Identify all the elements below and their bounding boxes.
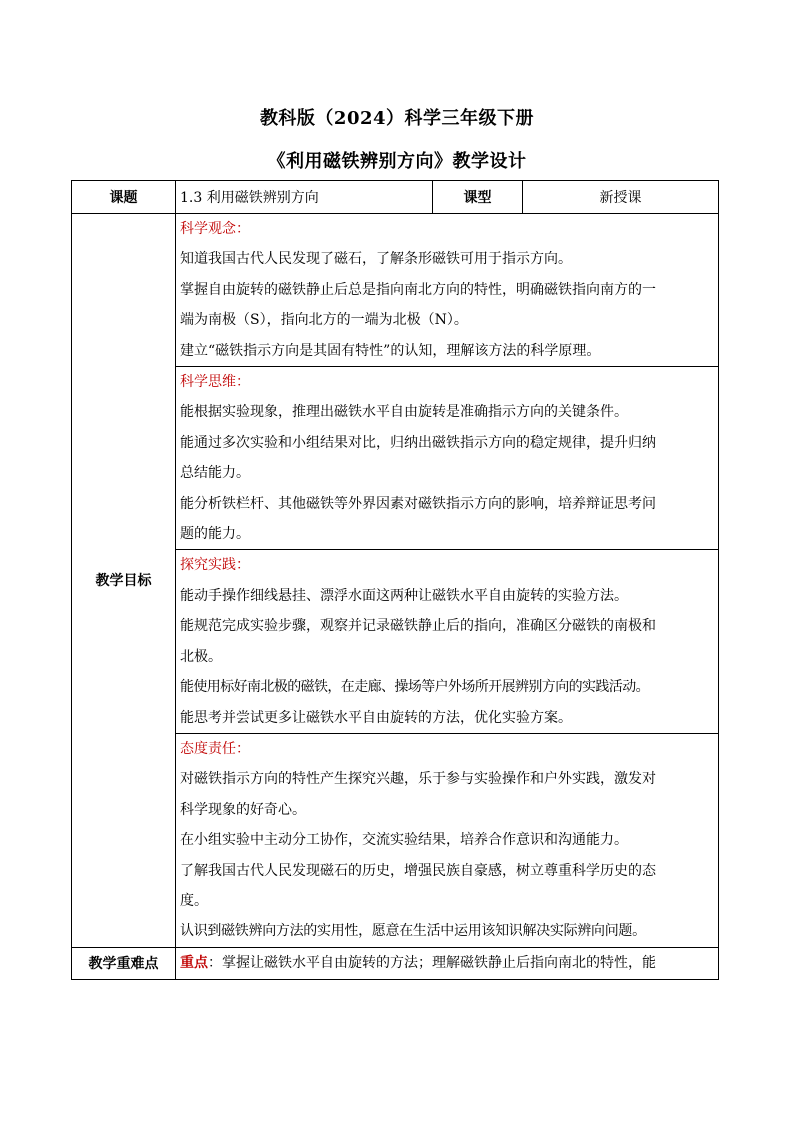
section-line: 科学现象的好奇心。 [180, 801, 306, 818]
section-line: 北极。 [180, 648, 222, 665]
section-line: 能根据实验现象，推理出磁铁水平自由旋转是准确指示方向的关键条件。 [180, 404, 628, 421]
type-label: 课型 [433, 181, 523, 214]
section-line: 对磁铁指示方向的特性产生探究兴趣，乐于参与实验操作和户外实践，激发对 [180, 771, 656, 788]
section-thinking [176, 367, 719, 550]
key-point-text: ：掌握让磁铁水平自由旋转的方法；理解磁铁静止后指向南北的特性，能 [208, 955, 656, 972]
topic-label: 课题 [72, 181, 176, 214]
section-line: 能使用标好南北极的磁铁，在走廊、操场等户外场所开展辨别方向的实践活动。 [180, 679, 649, 696]
section-line: 度。 [180, 892, 208, 909]
section-line: 知道我国古代人民发现了磁石，了解条形磁铁可用于指示方向。 [180, 251, 572, 268]
section-line: 端为南极（S），指向北方的一端为北极（N）。 [180, 312, 468, 329]
section-line: 了解我国古代人民发现磁石的历史，增强民族自豪感，树立尊重科学历史的态 [180, 862, 656, 879]
objectives-label: 教学目标 [72, 214, 176, 948]
section-concept [176, 214, 719, 367]
type-value: 新授课 [523, 181, 719, 214]
section-line: 题的能力。 [180, 526, 250, 543]
document-subtitle: 《利用磁铁辨别方向》教学设计 [267, 151, 527, 172]
section-line: 建立“磁铁指示方向是其固有特性”的认知，理解该方法的科学原理。 [180, 342, 601, 359]
section-line: 能分析铁栏杆、其他磁铁等外界因素对磁铁指示方向的影响，培养辩证思考问 [180, 495, 656, 512]
key-point-tag: 重点 [180, 955, 208, 972]
section-title: 科学思维： [180, 374, 250, 391]
section-line: 能规范完成实验步骤，观察并记录磁铁静止后的指向，准确区分磁铁的南极和 [180, 618, 656, 635]
objective-row-concept [72, 214, 719, 367]
section-attitude [176, 733, 719, 947]
section-practice [176, 550, 719, 733]
header-row [72, 181, 719, 214]
section-line: 总结能力。 [180, 465, 250, 482]
topic-value: 1.3 利用磁铁辨别方向 [176, 181, 433, 214]
section-line: 认识到磁铁辨向方法的实用性，愿意在生活中运用该知识解决实际辨向问题。 [180, 923, 646, 940]
section-title: 态度责任： [180, 740, 250, 757]
key-points-label: 教学重难点 [72, 947, 176, 979]
section-line: 在小组实验中主动分工协作，交流实验结果，培养合作意识和沟通能力。 [180, 832, 628, 849]
lesson-plan-table [71, 180, 719, 980]
key-points-content [176, 947, 719, 979]
section-title: 科学观念： [180, 221, 250, 237]
section-line: 能动手操作细线悬挂、漂浮水面这两种让磁铁水平自由旋转的实验方法。 [180, 587, 628, 604]
section-title: 探究实践： [180, 557, 250, 574]
section-line: 掌握自由旋转的磁铁静止后总是指向南北方向的特性，明确磁铁指向南方的一 [180, 281, 656, 298]
section-line: 能思考并尝试更多让磁铁水平自由旋转的方法，优化实验方案。 [180, 709, 572, 726]
key-points-row [72, 947, 719, 979]
document-title: 教科版（2024）科学三年级下册 [259, 108, 535, 129]
section-line: 能通过多次实验和小组结果对比，归纳出磁铁指示方向的稳定规律，提升归纳 [180, 434, 656, 451]
